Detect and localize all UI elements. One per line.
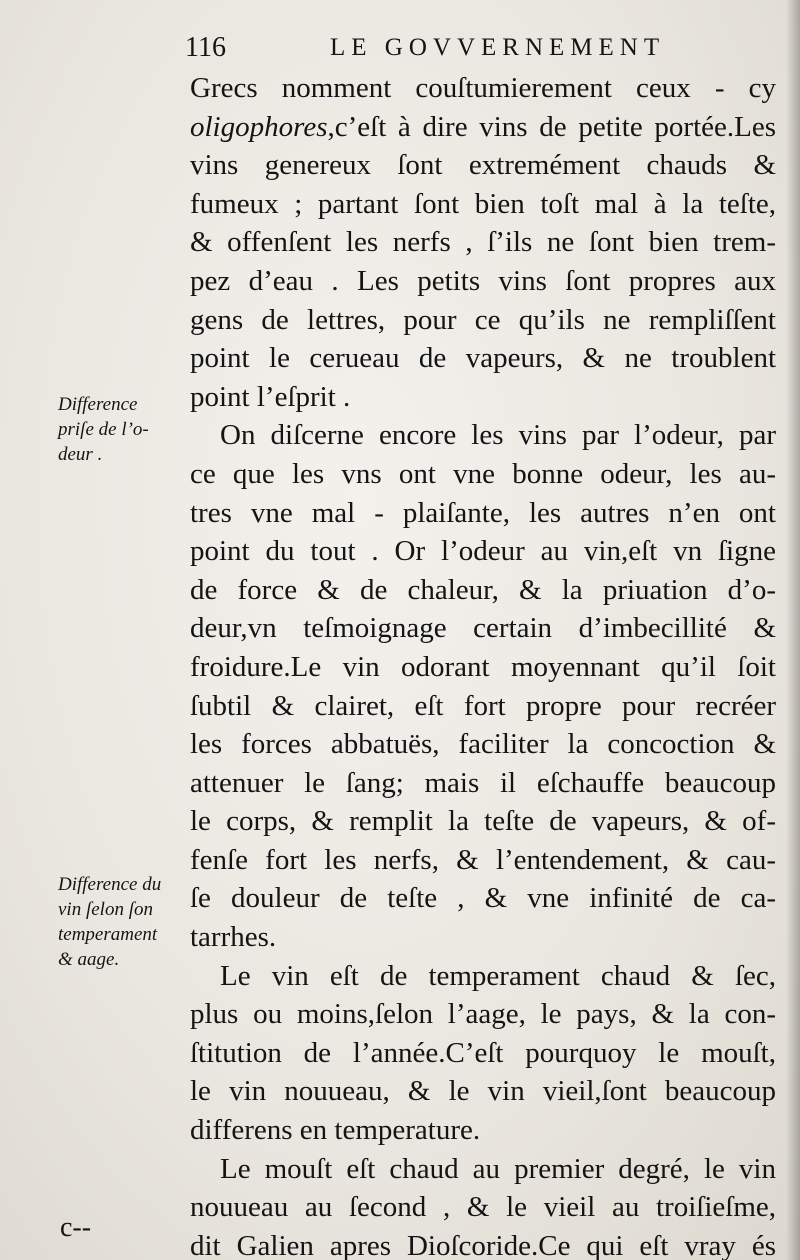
margin-note-line: temperament <box>58 924 158 945</box>
margin-note-temperament <box>58 872 188 972</box>
text-line: de force & de chaleur, & la priuation d’o- <box>190 573 776 606</box>
text-line: point l’eſprit . <box>190 380 351 413</box>
margin-note-line: Difference du <box>58 874 162 895</box>
text-line: point le cerueau de vapeurs, & ne troublent <box>190 342 776 375</box>
text-line: Grecs nomment couſtumierement ceux - cy <box>190 72 776 104</box>
margin-note-line: vin ſelon ſon <box>58 899 153 920</box>
text-line: & offenſent les nerfs , ſ’ils ne ſont bien trem- <box>190 226 776 259</box>
text-line: Le vin eſt de temperament chaud & ſec, <box>220 959 776 992</box>
text-line: les forces abbatuës, faciliter la concoction & <box>190 728 776 761</box>
text-line: point du tout . Or l’odeur au vin,eſt vn ſigne <box>190 535 776 568</box>
text-line: ſubtil & clairet, eſt fort propre pour recréer <box>190 689 776 722</box>
text-line: attenuer le ſang; mais il eſchauffe beaucoup <box>190 766 776 799</box>
text-line: tarrhes. <box>190 921 277 954</box>
margin-note-line: deur . <box>58 444 103 465</box>
text-line: le vin nouueau, & le vin vieil,ſont beaucoup <box>190 1075 776 1108</box>
text-line: gens de lettres, pour ce qu’ils ne rempliſſent <box>190 303 776 336</box>
catchword: c-- <box>60 1212 92 1243</box>
main-text <box>190 69 776 1260</box>
text-line: deur,vn teſmoignage certain d’imbecillité & <box>190 612 776 645</box>
text-line: dit Galien apres Dioſcoride.Ce qui eſt vray és <box>190 1229 776 1260</box>
text-line: froidure.Le vin odorant moyennant qu’il ſoit <box>190 650 776 683</box>
text-line: tres vne mal - plaiſante, les autres n’en ont <box>190 496 776 529</box>
text-line: Le mouſt eſt chaud au premier degré, le vin <box>220 1152 776 1185</box>
text-line: fenſe fort les nerfs, & l’entendement, & cau- <box>190 843 776 876</box>
running-title: LE GOVVERNEMENT <box>330 34 666 61</box>
text-line: nouueau au ſecond , & le vieil au troiſieſme, <box>190 1191 776 1224</box>
margin-note-odeur <box>58 392 188 467</box>
text-line: fumeux ; partant ſont bien toſt mal à la teſte, <box>190 187 776 220</box>
text-line: vins genereux ſont extremément chauds & <box>190 149 776 182</box>
margin-note-line: priſe de l’o- <box>58 419 149 440</box>
text-line: On diſcerne encore les vins par l’odeur, par <box>220 419 776 452</box>
text-line: pez d’eau . Les petits vins ſont propres aux <box>190 264 776 297</box>
text-line: oligophores,c’eſt à dire vins de petite portée.Les <box>190 110 776 143</box>
text-line: plus ou moins,ſelon l’aage, le pays, & la con- <box>190 998 776 1031</box>
text-line: le corps, & remplit la teſte de vapeurs, & of- <box>190 805 776 838</box>
text-line: ce que les vns ont vne bonne odeur, les au- <box>190 457 776 490</box>
margin-note-line: Difference <box>58 394 138 415</box>
text-line: ſe douleur de teſte , & vne infinité de ca- <box>190 882 776 915</box>
text-line: differens en temperature. <box>190 1114 481 1147</box>
page-header <box>185 30 775 70</box>
text-line: ſtitution de l’année.C’eſt pourquoy le mouſt, <box>190 1036 776 1069</box>
page-gutter-shadow <box>786 0 800 1260</box>
page-number: 116 <box>185 32 226 63</box>
margin-note-line: & aage. <box>58 949 120 970</box>
